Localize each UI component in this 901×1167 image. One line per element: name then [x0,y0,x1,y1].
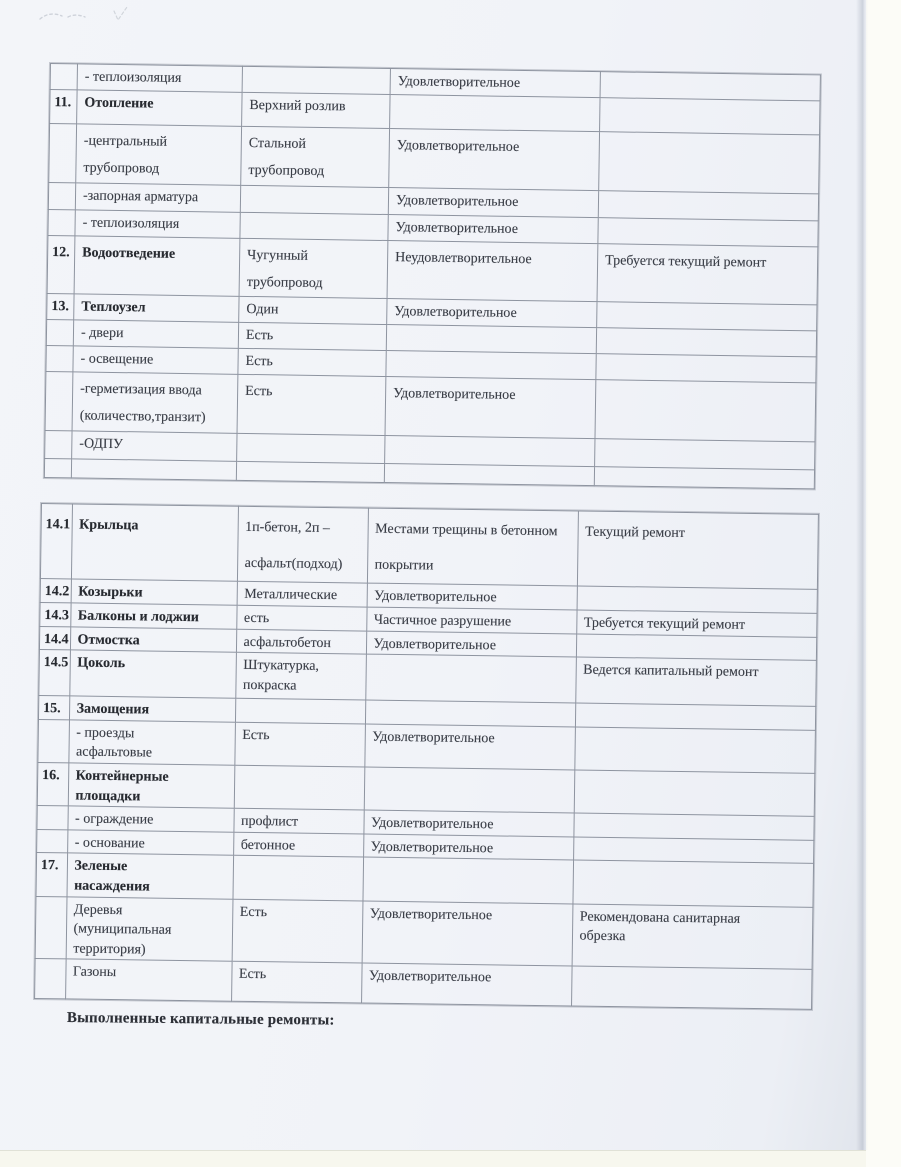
table-cell: Есть [238,349,386,377]
table-cell [365,654,576,703]
table-cell [573,813,813,840]
row-number-cell [44,458,71,477]
table-cell [386,351,596,380]
table-cell: профлист [233,808,363,833]
table-cell: Контейнерные площадки [68,763,235,809]
row-number-cell [48,209,75,235]
table-cell: Есть [238,323,386,351]
engineering-systems-table [44,63,821,489]
table-row [40,504,817,590]
table-cell: Цоколь [69,650,236,698]
table-cell: Требуется текущий ремонт [597,243,818,305]
table-cell [235,698,365,723]
row-number-cell [49,124,77,183]
table-cell: - ограждение [67,806,233,832]
table-cell [385,435,595,466]
table-cell [599,132,820,194]
row-number-cell: 12. [47,235,75,294]
table-cell: Штукатурка, покраска [235,652,366,700]
table-cell [240,212,388,240]
row-number-cell [46,320,73,346]
table-cell: Рекомендована санитарная обрезка [572,903,813,969]
table-cell [572,860,813,907]
table-cell: Удовлетворительное [390,69,600,98]
row-number-cell [50,64,77,90]
table-cell: есть [236,605,366,630]
table-cell: Удовлетворительное [389,129,600,191]
row-number-cell: 17. [36,853,67,897]
table-cell [598,217,818,246]
table-cell: Удовлетворительное [364,724,575,770]
table-cell: Частичное разрушение [366,607,576,634]
table-cell [573,837,813,864]
table-cell: Есть [231,961,362,1003]
row-number-cell [37,806,68,830]
table-cell: Металлические [237,582,367,607]
table-cell [237,433,385,463]
row-number-cell [35,959,66,999]
row-number-cell: 15. [38,696,69,720]
table-cell [384,463,594,485]
table-cell: Козырьки [71,579,237,605]
table-cell [594,466,814,488]
row-number-cell: 14.3 [40,602,71,626]
table-cell: - освещение [73,346,238,374]
table-cell [71,459,236,480]
table-cell: -запорная арматура [75,182,240,211]
table-cell [596,354,816,383]
table-cell [390,95,600,132]
table-cell: Чугунный трубопровод [239,238,388,299]
table-cell: 1п-бетон, 2п – асфальт(подход) [237,506,368,583]
table-cell [386,325,596,354]
row-number-cell [38,719,69,763]
table-cell [600,72,820,101]
table-row [45,372,816,442]
table-cell: Газоны [65,959,232,1001]
table-cell: Есть [237,375,386,436]
table-cell: Отмостка [70,626,236,652]
scanner-bed-strip [0,1150,866,1167]
table-cell [364,767,575,813]
table-cell: Требуется текущий ремонт [576,610,816,637]
table-cell: -герметизация ввода (количество,транзит) [72,372,238,433]
table-cell: - теплоизоляция [77,64,242,92]
table-cell [571,966,812,1009]
table-cell [577,586,817,613]
table-cell: Неудовлетворительное [387,240,598,302]
row-number-cell [37,829,68,853]
table-cell: - проезды асфальтовые [68,720,235,766]
table-cell [597,302,817,331]
row-number-cell: 16. [37,762,68,806]
table-cell: Есть [234,722,365,767]
table-cell: Удовлетворительное [361,963,572,1006]
section-heading: Выполненные капитальные ремонты: [66,1010,335,1029]
table-cell: Ведется капитальный ремонт [575,657,816,706]
table-cell [232,856,363,901]
row-number-cell: 14.4 [39,626,70,650]
table-cell: бетонное [233,832,363,857]
table-cell: асфальтобетон [236,629,366,654]
table-cell: - теплоизоляция [75,209,240,237]
table-cell: Замощения [69,696,235,722]
table-cell: Удовлетворительное [366,631,576,658]
table-cell: Один [239,297,387,325]
table-cell: Отопление [77,90,242,126]
table-cell: Стальной трубопровод [241,126,390,187]
site-elements-table [34,503,818,1010]
table-cell [595,438,815,469]
table-cell: Водоотведение [74,235,240,296]
table-row [35,896,812,970]
table-cell: -центральный трубопровод [76,124,242,185]
row-number-cell [46,346,73,372]
table-cell: Местами трещины в бетонном покрытии [367,508,578,586]
table-cell: -ОДПУ [72,431,237,461]
table-cell [575,703,815,730]
table-cell: Удовлетворительное [385,377,596,439]
table-cell [234,765,365,810]
table-cell [576,634,816,661]
pencil-mark [36,4,156,28]
row-number-cell: 14.5 [39,650,70,696]
table-cell: Удовлетворительное [362,901,573,967]
table-cell [236,461,384,482]
row-number-cell [45,430,72,458]
paper-right-edge [856,0,868,1150]
row-number-cell: 11. [50,90,78,124]
row-number-cell: 14.1 [40,504,72,580]
table-cell [242,66,390,94]
row-number-cell [45,372,73,431]
table-cell [595,380,816,442]
row-number-cell: 14.2 [40,579,71,603]
table-cell [362,857,573,903]
table-cell: Зеленые насаждения [67,853,234,899]
table-cell: Балконы и лоджии [70,603,236,629]
table-cell: Удовлетворительное [388,187,598,217]
table-cell: Верхний розлив [242,92,390,128]
table-cell: Удовлетворительное [367,583,577,610]
table-cell: Текущий ремонт [577,511,818,590]
row-number-cell [48,182,75,209]
table-cell [598,190,818,220]
row-number-cell: 13. [47,294,74,320]
table-cell [574,770,815,817]
table-cell: Удовлетворительное [363,810,573,837]
table-cell: - двери [73,320,238,348]
table-cell [240,185,388,214]
row-number-cell [35,896,66,959]
table-cell: Удовлетворительное [387,299,597,328]
table-cell: Удовлетворительное [388,214,598,243]
table-cell: Удовлетворительное [363,834,573,861]
table-cell: Крыльца [71,504,238,582]
table-cell [574,727,815,774]
table-cell: Есть [232,899,363,964]
table-cell: Деревья (муниципальная территория) [66,896,233,961]
table-cell [596,328,816,357]
table-cell: Теплоузел [74,294,239,322]
table-cell [365,700,575,727]
table-cell: - основание [67,830,233,856]
table-cell [600,98,820,135]
